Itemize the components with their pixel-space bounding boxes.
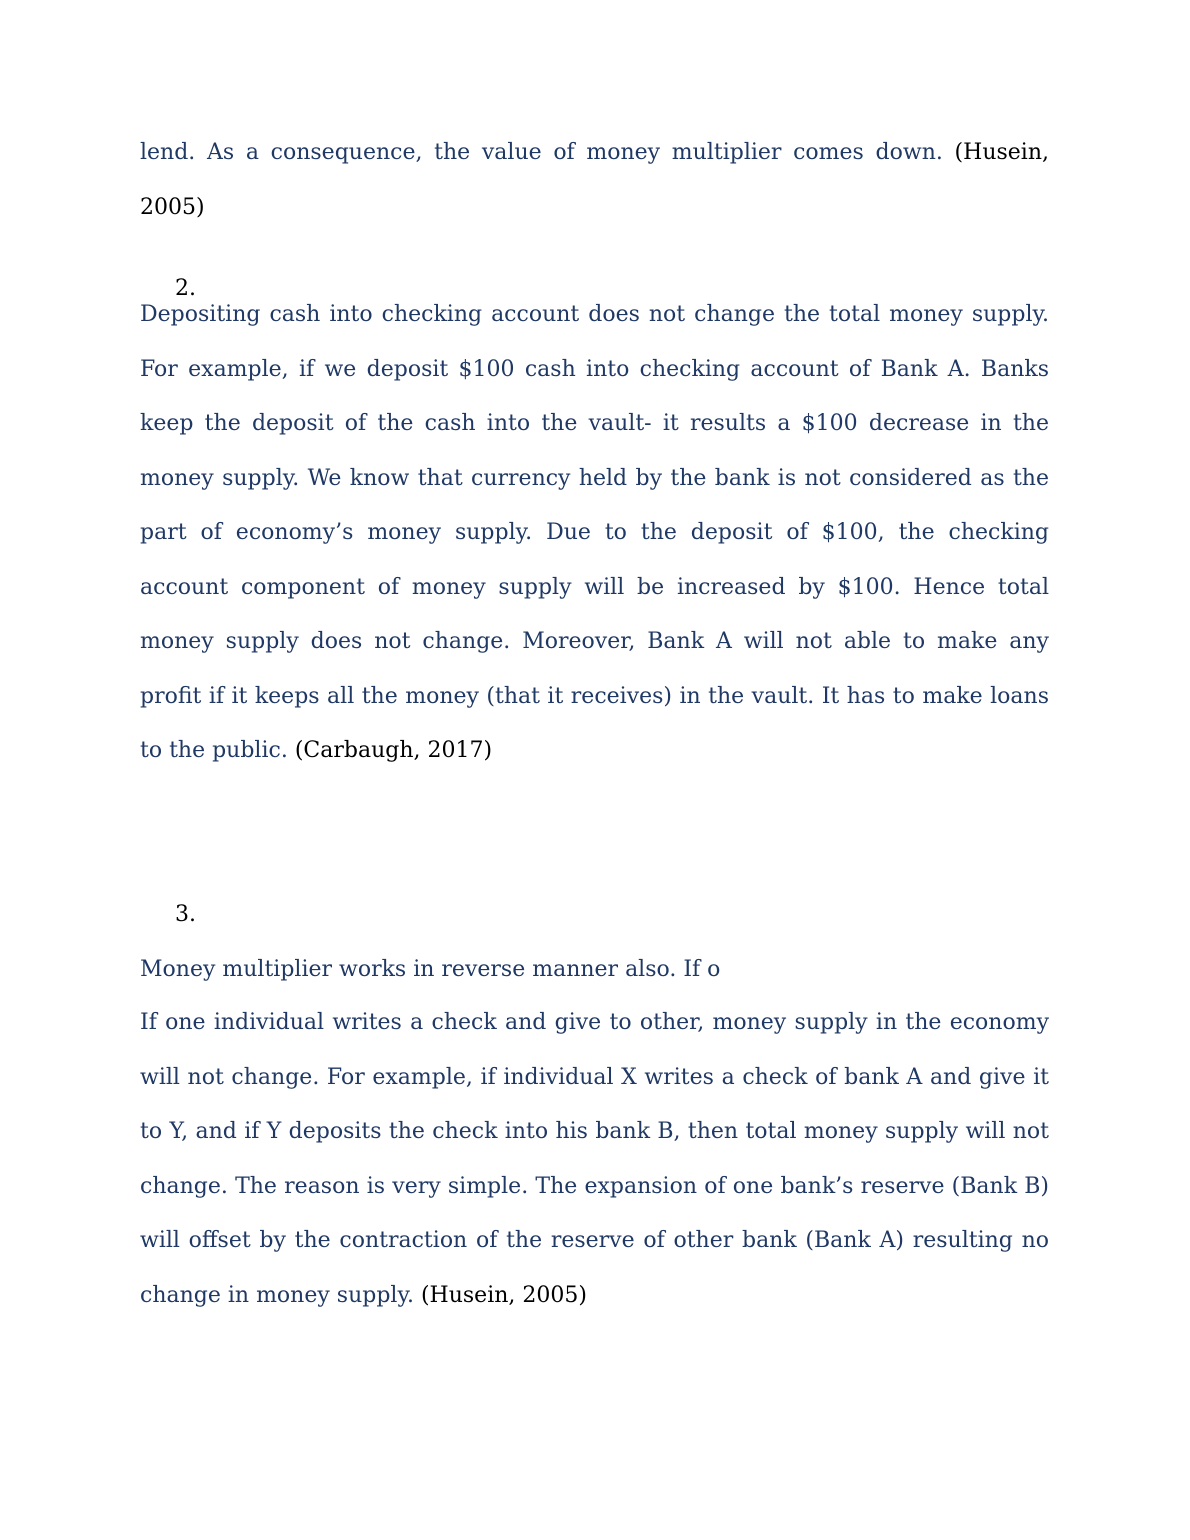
paragraph-2 [140,288,1049,779]
list-number-2: 2. [175,276,196,301]
paragraph-3-fragment: Money multiplier works in reverse manner also. If o [140,957,721,982]
paragraph-1 [140,126,1049,235]
paragraph-2-citation: (Carbaugh, 2017) [294,738,493,763]
list-number-3: 3. [175,902,196,927]
paragraph-3-citation: (Husein, 2005) [420,1282,587,1308]
paragraph-2-text: Depositing cash into checking account does not change the total money supply. For example, if we deposit $100 cash into checking account of Bank A. Banks keep the deposit of the cash into the vault- it results a $100 decrease in the money supply. We know that currency held by the bank is not considered as the part of economy’s money supply. Due to the deposit of $100, the checking account component of money supply will be increased by $100. Hence total money supply does not change. Moreover, Bank A will not able to make any profit if it keeps all the money (that it receives) in the vault. It has to make loans to the public. [140,302,1049,763]
paragraph-3-text: If one individual writes a check and give to other, money supply in the economy will not change. For example, if individual X writes a check of bank A and give it to Y, and if Y deposits the check into his bank B, then total money supply will not change. The reason is very simple. The expansion of one bank’s reserve (Bank B) will offset by the contraction of the reserve of other bank (Bank A) resulting no change in money supply. [140,1010,1049,1308]
paragraph-3 [140,996,1049,1323]
paragraph-1-citation: (Husein, 2005) [140,140,1049,220]
paragraph-1-text: lend. As a consequence, the value of money multiplier comes down. [140,140,943,165]
